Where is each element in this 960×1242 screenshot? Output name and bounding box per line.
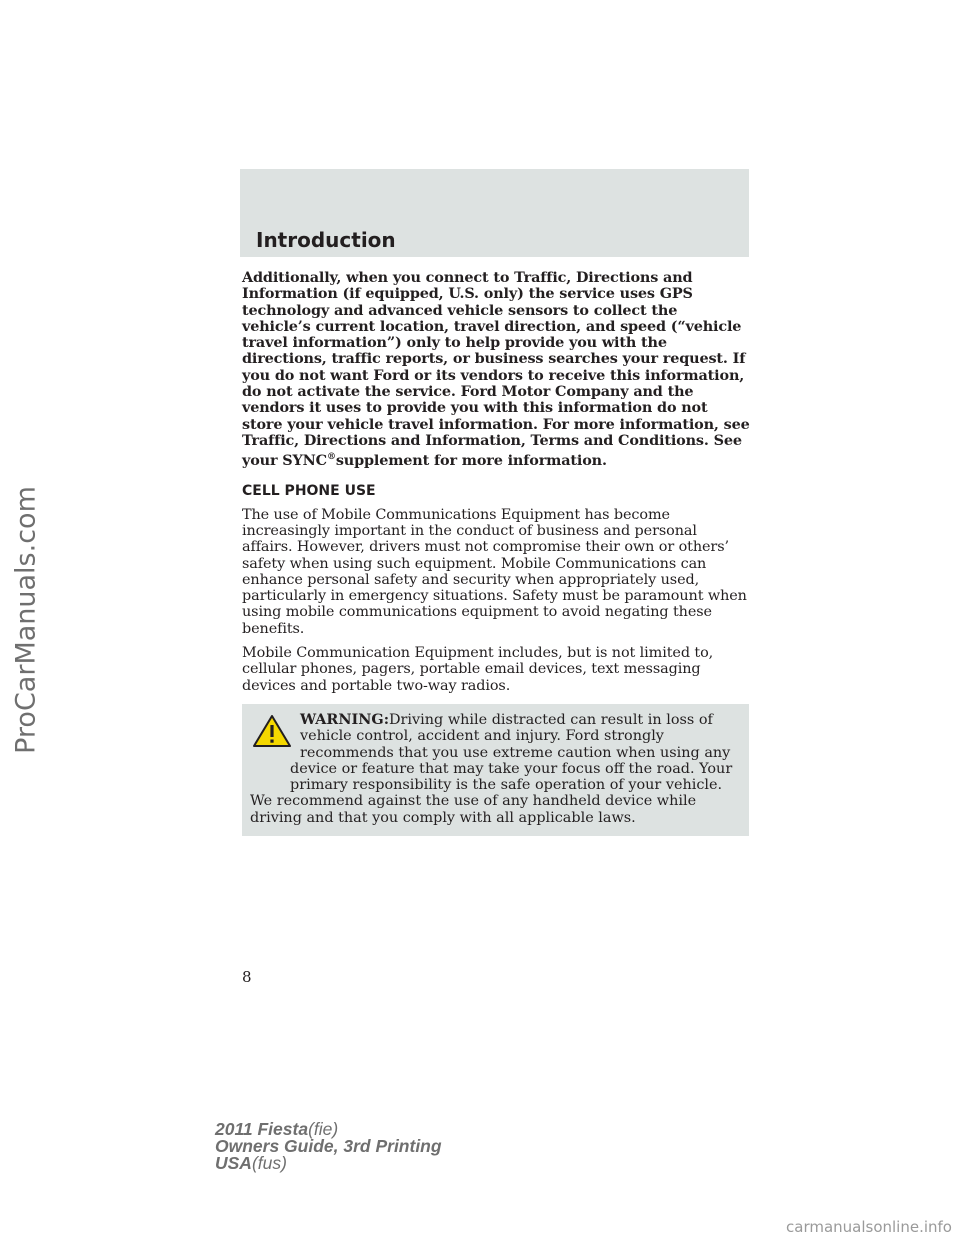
side-watermark [8, 300, 44, 940]
cell-phone-paragraph-2: Mobile Communication Equipment includes, but is not limited to, cellular phones, pagers, portable email devices, text messaging devices and portable two-way radios. [242, 645, 714, 694]
warning-label: WARNING: [300, 710, 390, 728]
page-title: Introduction [256, 228, 396, 252]
section-header-band [240, 169, 749, 257]
privacy-paragraph-text: Additionally, when you connect to Traffic, Directions and Information (if equipped, U.S. only) the service uses GPS technology and advanced vehicle sensors to collect the vehicle’s current location, travel direction, and speed (“vehicle travel information”) only to help provide you with the directions, traffic reports, or business searches your request. If you do not want Ford or its vendors to receive this information, do not activate the service. Ford Motor Company and the vendors it uses to provide you with this information do not store your vehicle travel information. For more information, see Traffic, Directions and Information, Terms and Conditions. See your SYNC [242, 269, 750, 470]
footer-line-2: Owners Guide, 3rd Printing [215, 1136, 442, 1156]
footer-model-code: (fie) [308, 1119, 339, 1139]
page-content [242, 270, 750, 836]
page-number: 8 [242, 968, 252, 986]
footer-region: USA [215, 1153, 252, 1173]
warning-text-2: We recommend against the use of any handheld device while driving and that you comply with all applicable laws. [250, 793, 697, 826]
warning-body: Driving while distracted can result in loss of vehicle control, accident and injury. Ford strongly recommends that you use extreme caution when using any device or feature that may take your focus off the road. Your primary responsibility is the safe operation of your vehicle. [290, 711, 733, 794]
section-heading-cell-phone: CELL PHONE USE [242, 483, 376, 500]
bottom-watermark: carmanualsonline.info [786, 1218, 952, 1236]
cell-phone-paragraph-1: The use of Mobile Communications Equipment has become increasingly important in the conduct of business and personal affairs. However, drivers must not compromise their own or others’ safety when using such equipment. Mobile Communications can enhance personal safety and security when appropriately used, particularly in emergency situations. Safety must be paramount when using mobile communications equipment to avoid negating these benefits. [242, 506, 747, 637]
warning-triangle-icon [252, 714, 292, 748]
registered-mark: ® [326, 452, 336, 463]
footer-line-3 [215, 1155, 442, 1172]
footer-model: 2011 Fiesta [215, 1119, 309, 1139]
warning-box [242, 704, 749, 836]
warning-text [250, 712, 740, 793]
footer-region-code: (fus) [251, 1153, 287, 1173]
privacy-paragraph-tail: supplement for more information. [335, 452, 607, 470]
side-watermark-text: ProCarManuals.com [10, 486, 42, 754]
footer [215, 1121, 442, 1172]
privacy-paragraph [242, 270, 750, 469]
